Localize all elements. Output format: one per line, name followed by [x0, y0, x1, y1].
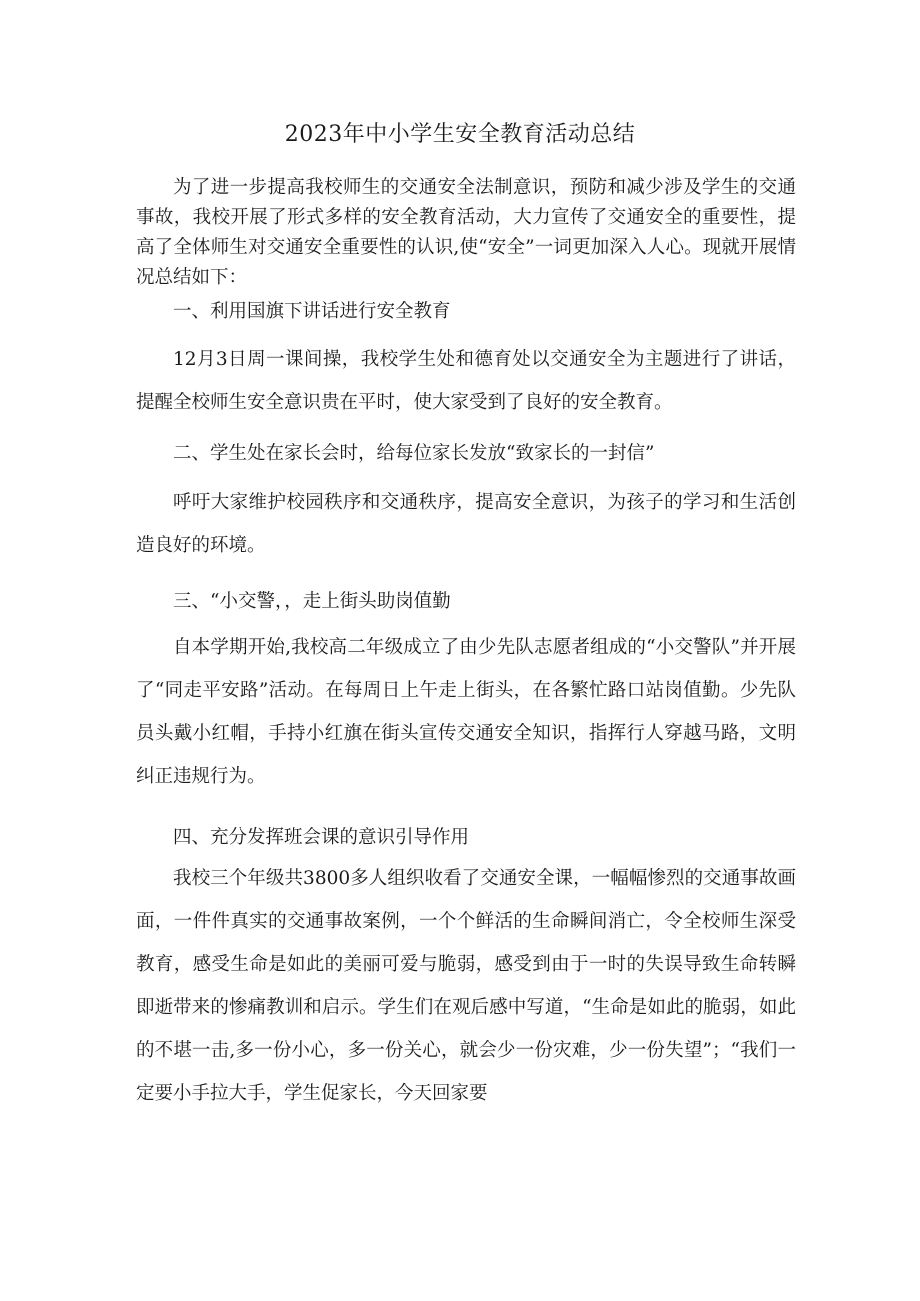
section-body-4: 我校三个年级共3800多人组织收看了交通安全课，一幅幅惨烈的交通事故画面，一件件真实的交通事故案例，一个个鲜活的生命瞬间消亡，令全校师生深受教育，感受生命是如此的美丽可爱与脆弱，感受到由于一时的失误导致生命转瞬即逝带来的惨痛教训和启示。学生们在观后感中写道，“生命是如此的脆弱，如此的不堪一击,多一份小心，多一份关心，就会少一份灾难，少一份失望”；“我们一定要小手拉大手，学生促家长，今天回家要	[136, 868, 796, 1104]
section-heading-2: 二、学生处在家长会时，给每位家长发放“致家长的一封信”	[173, 443, 655, 464]
section-heading-1: 一、利用国旗下讲话进行安全教育	[173, 301, 451, 322]
intro-paragraph: 为了进一步提高我校师生的交通安全法制意识，预防和减少涉及学生的交通事故，我校开展了形式多样的安全教育活动，大力宣传了交通安全的重要性，提高了全体师生对交通安全重要性的认识,使“安全”一词更加深入人心。现就开展情况总结如下：	[136, 177, 796, 288]
section-heading-3: 三、“小交警，，走上街头助岗值勤	[173, 591, 451, 612]
section-body-1: 12月3日周一课间操，我校学生处和德育处以交通安全为主题进行了讲话，提醒全校师生安全意识贵在平时，使大家受到了良好的安全教育。	[136, 349, 796, 413]
section-body-2: 呼吁大家维护校园秩序和交通秩序，提高安全意识，为孩子的学习和生活创造良好的环境。	[136, 492, 796, 556]
document-title: 2023年中小学生安全教育活动总结	[284, 122, 636, 147]
section-heading-4: 四、充分发挥班会课的意识引导作用	[173, 827, 470, 848]
section-body-3: 自本学期开始,我校高二年级成立了由少先队志愿者组成的“小交警队”并开展了“同走平安路”活动。在每周日上午走上街头，在各繁忙路口站岗值勤。少先队员头戴小红帽，手持小红旗在街头宣传交通安全知识，指挥行人穿越马路，文明纠正违规行为。	[136, 637, 796, 787]
